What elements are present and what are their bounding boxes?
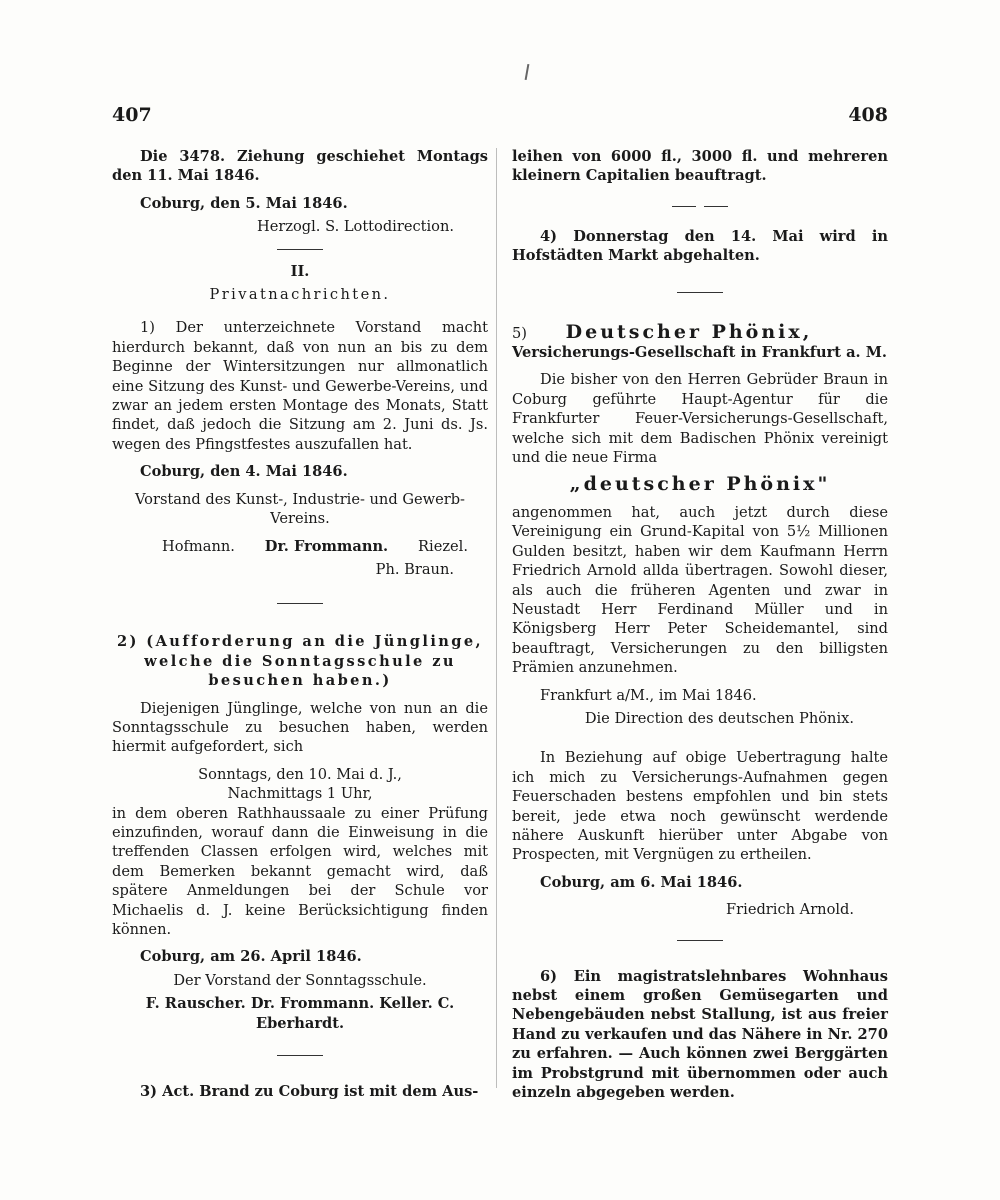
continued-text: leihen von 6000 fl., 3000 fl. und mehreren kleinern Capitalien beauftragt. xyxy=(512,148,888,185)
notice-5-text-3: In Beziehung auf obige Uebertragung halte ich mich zu Versicherungs-Aufnahmen gegen Feuerschaden bestens empfohlen und bin stets bereit, jede etwa noch gewünscht werdende nähere Auskunft hierüber unter Abgabe von Prospecten, mit Vergnügen zu ertheilen. xyxy=(512,749,888,864)
ink-mark xyxy=(525,64,530,80)
notice-5-subtitle: Versicherungs-Gesellschaft in Frankfurt a. M. xyxy=(512,344,887,362)
signature-braun: Ph. Braun. xyxy=(375,560,454,578)
lottery-date: Coburg, den 5. Mai 1846. xyxy=(140,194,348,212)
right-column xyxy=(512,147,888,1102)
signature-frommann: Dr. Frommann. xyxy=(264,537,389,555)
notice-1-date: Coburg, den 4. Mai 1846. xyxy=(140,463,348,481)
notice-5-date-2: Coburg, am 6. Mai 1846. xyxy=(540,873,743,891)
notice-2-text-2: in dem oberen Rathhaussaale zu einer Prüfung einzufinden, worauf dann die Einweisung in die treffenden Classen erfolgen wird, welches mit dem Bemerken bekannt gemacht wird, daß spätere Anmeldungen bei der Schule vor Michaelis d. J. keine Berücksichtigung finden können. xyxy=(112,804,488,938)
notice-4-text: 4) Donnerstag den 14. Mai wird in Hofstädten Markt abgehalten. xyxy=(512,227,888,265)
divider-rule xyxy=(677,292,723,293)
notice-1-signatures xyxy=(112,537,488,556)
left-column xyxy=(112,147,488,1101)
section-number: II. xyxy=(290,262,310,280)
signature-riezel: Riezel. xyxy=(418,537,468,555)
notice-5-heading xyxy=(512,320,888,343)
divider-rule xyxy=(277,1055,323,1056)
notice-2-date: Coburg, am 26. April 1846. xyxy=(140,948,362,966)
notice-1-org: Vorstand des Kunst-, Industrie- und Gewerb-Vereins. xyxy=(134,490,465,528)
notice-2-org: Der Vorstand der Sonntagsschule. xyxy=(173,971,427,989)
notice-2-time-2: Nachmittags 1 Uhr, xyxy=(227,785,373,803)
signature-hofmann: Hofmann. xyxy=(162,537,235,555)
page-number-left: 407 xyxy=(112,104,152,126)
notice-2-title: 2) (Aufforderung an die Jünglinge, welche die Sonntagsschule zu besuchen haben.) xyxy=(116,633,484,690)
notice-2-signatures: F. Rauscher. Dr. Frommann. Keller. C. Eberhardt. xyxy=(145,995,455,1032)
notice-2-text: Diejenigen Jünglinge, welche von nun an die Sonntagsschule zu besuchen haben, werden hiermit aufgefordert, sich xyxy=(112,699,488,756)
notice-3-text: 3) Act. Brand zu Coburg ist mit dem Aus- xyxy=(140,1083,479,1101)
notice-5-text-1: Die bisher von den Herren Gebrüder Braun in Coburg geführte Haupt-Agentur für die Frankfurter Feuer-Versicherungs-Gesellschaft, welche sich mit dem Badischen Phönix vereinigt und die neue Firma xyxy=(512,371,888,467)
section-title: Privatnachrichten. xyxy=(209,286,391,304)
notice-5-number: 5) xyxy=(512,324,527,342)
notice-5-signature-2: Friedrich Arnold. xyxy=(726,901,854,919)
lottery-signature: Herzogl. S. Lottodirection. xyxy=(256,218,454,236)
divider-rule xyxy=(277,603,323,604)
notice-5-date: Frankfurt a/M., im Mai 1846. xyxy=(540,686,757,704)
notice-1-text: 1) Der unterzeichnete Vorstand macht hierdurch bekannt, daß von nun an bis zu dem Beginne der Wintersitzungen nur allmonatlich eine Sitzung des Kunst- und Gewerbe-Vereins, und zwar an jedem ersten Montage des Monats, Statt findet, daß jedoch die Sitzung am 2. Juni ds. Js. wegen des Pfingstfestes auszufallen hat. xyxy=(112,319,488,453)
notice-6-text: 6) Ein magistratslehnbares Wohnhaus nebst einem großen Gemüsegarten und Nebengebäuden nebst Stallung, ist aus freier Hand zu verkaufen und das Nähere in Nr. 270 zu erfahren. — Auch können zwei Berggärten im Probstgrund mit übernommen oder auch einzeln abgegeben werden. xyxy=(512,967,888,1102)
lottery-notice: Die 3478. Ziehung geschiehet Montags den 11. Mai 1846. xyxy=(112,148,488,185)
divider-rule xyxy=(512,206,888,207)
column-divider xyxy=(496,148,497,1088)
divider-rule xyxy=(677,940,723,941)
notice-2-time-1: Sonntags, den 10. Mai d. J., xyxy=(198,765,402,783)
notice-5-signature: Die Direction des deutschen Phönix. xyxy=(584,709,854,727)
notice-5-title: Deutscher Phönix, xyxy=(565,320,813,343)
divider-rule xyxy=(277,249,323,250)
notice-5-text-2: angenommen hat, auch jetzt durch diese Vereinigung ein Grund-Kapital von 5½ Millionen Gulden besitzt, haben wir dem Kaufmann Herrn Friedrich Arnold allda übertragen. Sowohl dieser, als auch die früheren Agenten und zwar in Neustadt Herr Ferdinand Müller und in Königsberg Herr Peter Scheidemantel, sind beauftragt, Versicherungen zu den billigsten Prämien anzunehmen. xyxy=(512,503,888,677)
notice-5-firm: „deutscher Phönix" xyxy=(569,473,831,496)
page-number-right: 408 xyxy=(848,104,888,126)
